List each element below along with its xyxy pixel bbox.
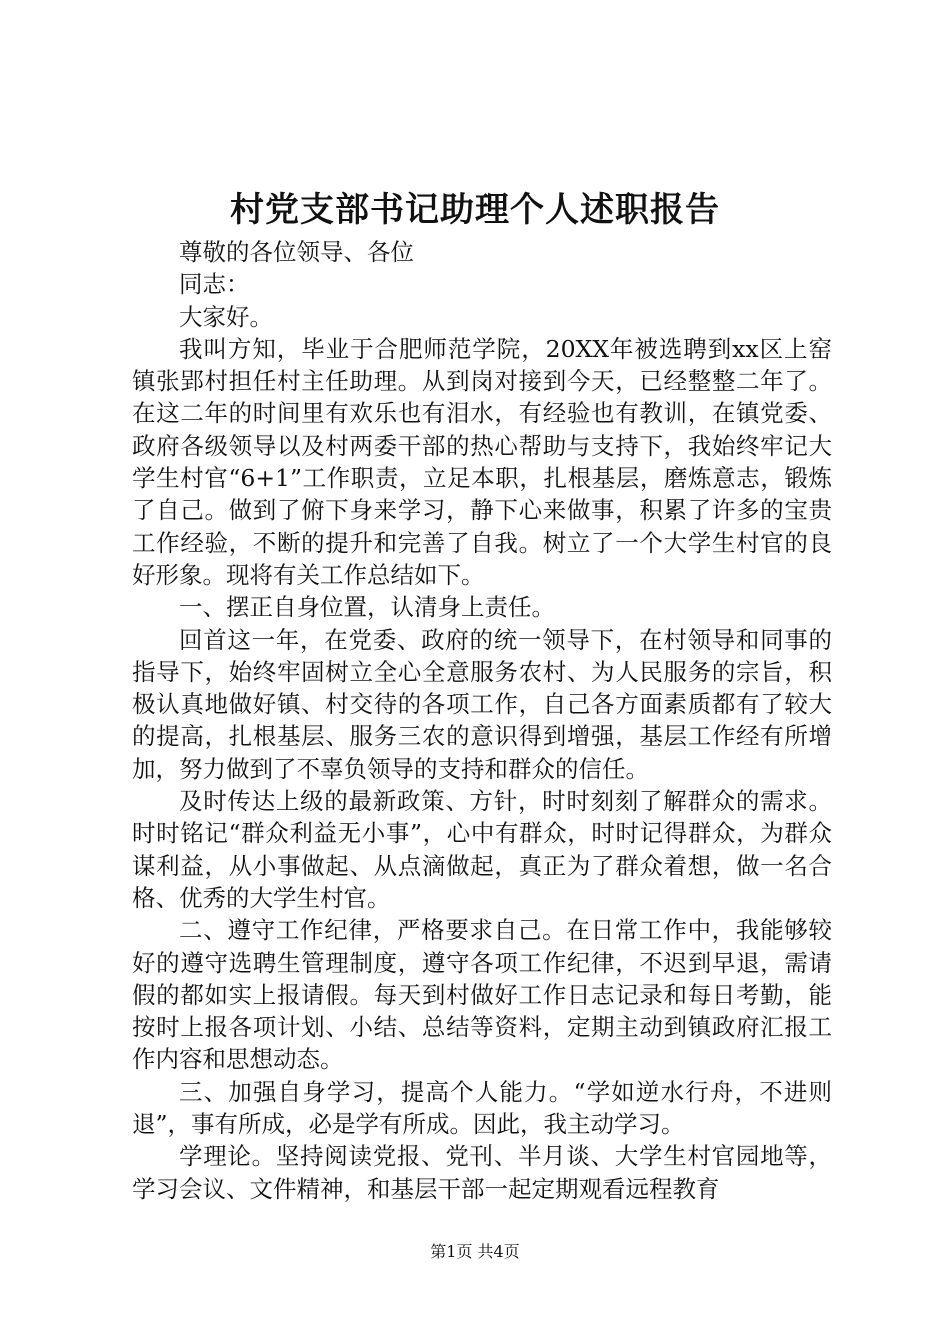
section-heading: 一、摆正自身位置，认清身上责任。 — [179, 593, 555, 622]
body-paragraph: 我叫方知，毕业于合肥师范学院，20XX年被选聘到xx区上窑镇张郢村担任村主任助理。从到岗对接到今天，已经整整二年了。在这二年的时间里有欢乐也有泪水，有经验也有教训，在镇党委、政府各级领导以及村两委干部的热心帮助与支持下，我始终牢记大学生村官“6+1”工作职责，立足本职，扎根基层，磨炼意志，锻炼了自己。做到了俯下身来学习，静下心来做事，积累了许多的宝贵工作经验，不断的提升和完善了自我。树立了一个大学生村官的良好形象。现将有关工作总结如下。 — [132, 334, 832, 589]
body-paragraph: 及时传达上级的最新政策、方针，时时刻刻了解群众的需求。时时铭记“群众利益无小事”，心中有群众，时时记得群众，为群众谋利益，从小事做起、从点滴做起，真正为了群众着想，做一名合格、优秀的大学生村官。 — [132, 787, 832, 912]
document-body — [132, 236, 832, 1205]
body-paragraph: 学理论。坚持阅读党报、党刊、半月谈、大学生村官园地等，学习会议、文件精神，和基层干部一起定期观看远程教育 — [132, 1142, 832, 1203]
greeting-line: 大家好。 — [179, 302, 273, 331]
salutation-line: 尊敬的各位领导、各位 — [179, 238, 414, 266]
document-title: 村党支部书记助理个人述职报告 — [230, 190, 720, 230]
page-number-footer: 第1页 共4页 — [430, 1242, 520, 1261]
body-paragraph: 二、遵守工作纪律，严格要求自己。在日常工作中，我能够较好的遵守选聘生管理制度，遵守各项工作纪律，不迟到早退，需请假的都如实上报请假。每天到村做好工作日志记录和每日考勤，能按时上报各项计划、小结、总结等资料，定期主动到镇政府汇报工作内容和思想动态。 — [132, 916, 832, 1074]
body-paragraph: 三、加强自身学习，提高个人能力。“学如逆水行舟，不进则退”，事有所成，必是学有所成。因此，我主动学习。 — [132, 1077, 832, 1139]
body-paragraph: 回首这一年，在党委、政府的统一领导下，在村领导和同事的指导下，始终牢固树立全心全意服务农村、为人民服务的宗旨，积极认真地做好镇、村交待的各项工作，自己各方面素质都有了较大的提高，扎根基层、服务三农的意识得到增强，基层工作经有所增加，努力做到了不辜负领导的支持和群众的信任。 — [132, 625, 832, 783]
salutation-line: 同志： — [179, 270, 250, 299]
